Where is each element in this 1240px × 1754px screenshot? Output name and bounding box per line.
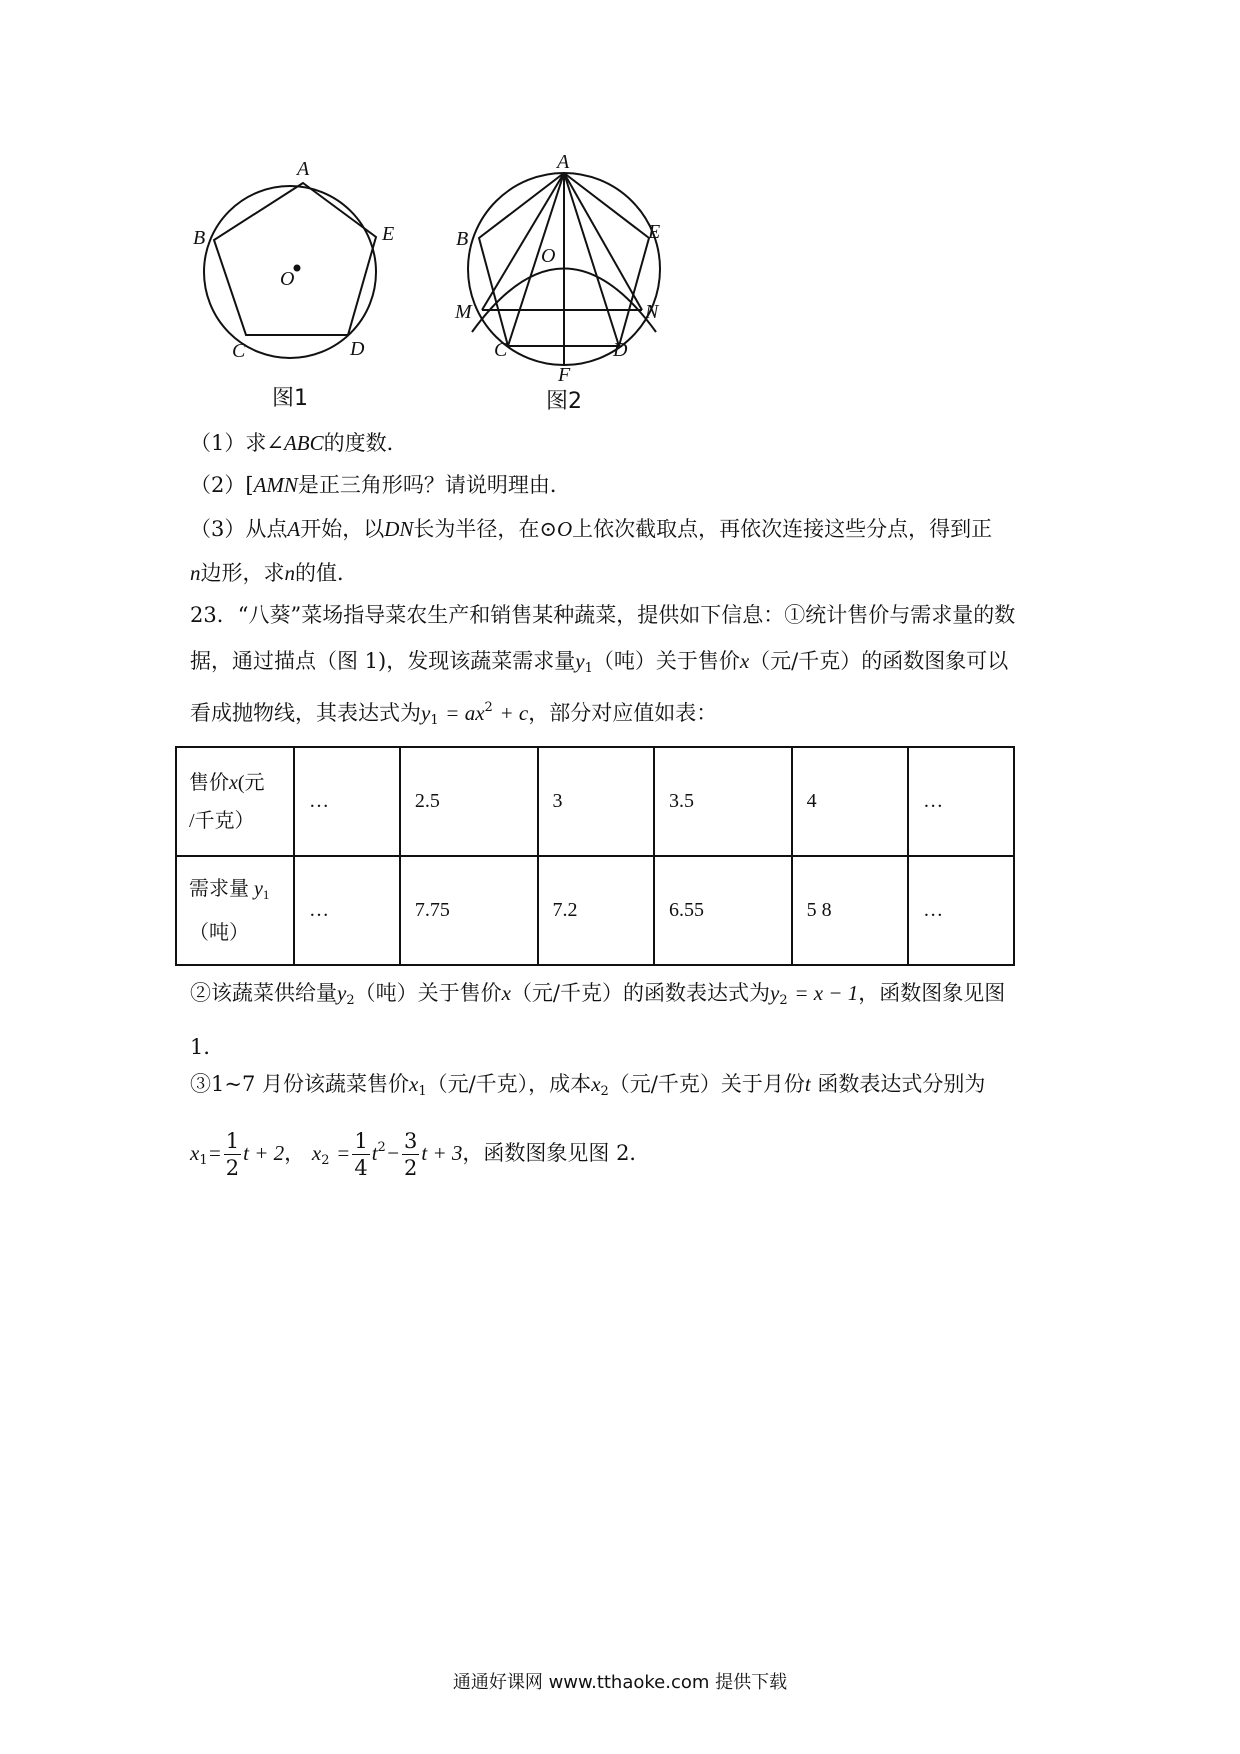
p23-y-sub: 1 (584, 661, 593, 676)
p23-formula-c: + c (499, 701, 529, 725)
table-cell: 3.5 (654, 747, 792, 856)
q3-text-2: 开始，以 (300, 517, 385, 541)
demand-y-sub: 1 (262, 886, 270, 902)
f1-eq: = (207, 1141, 222, 1165)
q2-prefix: （2）[ (190, 473, 254, 497)
figure-2 (468, 173, 660, 365)
info2-formula-y: y (770, 981, 780, 1005)
fig2-label-m: M (455, 301, 472, 323)
q1-prefix: （1）求∠ (190, 431, 284, 455)
fig2-an (564, 173, 642, 310)
question-1 (190, 421, 1070, 465)
f2-frac2-den: 2 (404, 1156, 418, 1180)
info2-y: y (337, 981, 347, 1005)
p23-x: x (739, 649, 750, 673)
q3-math-n1: n (190, 561, 201, 585)
p23-formula-sup: 2 (484, 700, 493, 715)
p23-line-2a: 据，通过描点（图 1)，发现该蔬菜需求量 (190, 649, 576, 673)
info2-formula-sub: 2 (779, 993, 788, 1008)
fig2-label-e: E (648, 221, 661, 243)
fig2-label-a: A (557, 151, 570, 173)
info-3 (190, 1062, 1070, 1114)
q3-math-n2: n (284, 561, 295, 585)
p23-line-2c: （元/千克）的函数图象可以 (749, 649, 1009, 673)
fig1-pentagon (214, 183, 376, 335)
price-x: x (229, 771, 238, 794)
info2-text-3: （元/千克）的函数表达式为 (510, 981, 771, 1005)
q2-math: AMN (253, 473, 298, 497)
info3-x1-sub: 1 (418, 1084, 427, 1099)
info3-x2: x (591, 1072, 601, 1096)
fig1-caption: 图1 (272, 386, 308, 411)
f1-x-sub: 1 (199, 1153, 208, 1168)
table-cell: … (908, 747, 1014, 856)
table-row-head-price (176, 747, 294, 856)
table-cell: 5 8 (792, 856, 908, 965)
info2-text-4: ，函数图象见图 (858, 981, 1006, 1005)
q2-suffix: 是正三角形吗？请说明理由． (297, 473, 571, 497)
problem-23-intro (190, 592, 1070, 692)
f-separator: ， (284, 1141, 306, 1165)
fig2-label-o: O (541, 245, 556, 267)
f2-t: t (371, 1141, 378, 1165)
fig2-label-f: F (558, 364, 571, 386)
price-unit-a: (元 (237, 771, 265, 794)
info3-text-4: 函数表达式分别为 (810, 1072, 986, 1096)
p23-formula-y-sub: 1 (430, 713, 439, 728)
f2-frac1-num: 1 (354, 1129, 368, 1153)
geometry-figures (0, 0, 1240, 440)
price-unit-b: /千克） (189, 809, 255, 832)
demand-unit: （吨） (189, 921, 249, 944)
f2-frac2-num: 3 (404, 1129, 418, 1153)
fig1-center-dot (295, 266, 300, 271)
f2-rest: t + 3 (421, 1141, 463, 1165)
info3-t: t (804, 1072, 811, 1096)
q3-math-a: A (287, 517, 301, 541)
info3-text-3: （元/千克）关于月份 (608, 1072, 805, 1096)
fig2-ac (508, 173, 564, 346)
p23-line-3a: 看成抛物线，其表达式为 (190, 701, 421, 725)
table-row (176, 747, 1014, 856)
fig1-label-b: B (193, 227, 206, 249)
f2-eq: = (336, 1141, 351, 1165)
info3-x1: x (409, 1072, 419, 1096)
fig2-am (482, 173, 564, 310)
q3-text-3: 长为半径，在⊙ (413, 517, 557, 541)
q3-text-1: （3）从点 (190, 517, 288, 541)
f2-x: x (311, 1141, 322, 1165)
fig1-label-c: C (232, 340, 246, 362)
question-3 (190, 507, 1070, 595)
p23-line-2b: （吨）关于售价 (592, 649, 740, 673)
info2-x: x (501, 981, 511, 1005)
p23-y: y (575, 649, 585, 673)
info-3-formulas (190, 1118, 1070, 1191)
page-footer: 通通好课网 www.tthaoke.com 提供下载 (452, 1672, 788, 1693)
p23-formula-ax: = ax (445, 701, 485, 725)
fig2-label-d: D (613, 339, 628, 361)
fig2-ad (564, 173, 619, 346)
table-cell: 2.5 (400, 747, 538, 856)
table-row (176, 856, 1014, 965)
fig2-caption: 图2 (546, 389, 582, 414)
table-cell: 4 (792, 747, 908, 856)
fig2-label-n: N (645, 301, 659, 323)
fig2-label-c: C (494, 339, 508, 361)
demand-y: y (254, 877, 263, 900)
table-cell: … (908, 856, 1014, 965)
fig1-label-o: O (280, 268, 295, 290)
info2-text-2: （吨）关于售价 (354, 981, 502, 1005)
f2-minus: − (385, 1141, 400, 1165)
f1-x: x (190, 1141, 200, 1165)
f2-t-sup: 2 (377, 1140, 386, 1155)
p23-line-1: 23．“八葵”菜场指导菜农生产和销售某种蔬菜，提供如下信息：①统计售价与需求量的数 (190, 603, 1016, 627)
fig1-label-d: D (350, 338, 365, 360)
problem-23-formula-line (190, 686, 1070, 743)
q1-math: ABC (283, 431, 324, 455)
info2-text-1: ②该蔬菜供给量 (190, 981, 337, 1005)
q1-suffix: 的度数． (323, 431, 408, 455)
q3-text-6: 的值． (295, 561, 358, 585)
table-row-head-demand (176, 856, 294, 965)
f2-x-sub: 2 (321, 1153, 330, 1168)
price-label: 售价 (189, 771, 229, 794)
demand-label: 需求量 (189, 877, 249, 900)
values-table (175, 746, 1015, 966)
p23-formula-y: y (421, 701, 431, 725)
q3-math-dn: DN (384, 517, 414, 541)
table-cell: 7.2 (538, 856, 654, 965)
f2-frac1-den: 4 (354, 1156, 368, 1180)
q3-math-o: O (557, 517, 573, 541)
fig1-label-a: A (297, 158, 310, 180)
info-2 (190, 970, 1070, 1070)
f2-fraction-2 (402, 1128, 419, 1181)
f1-rest: t + 2 (243, 1141, 285, 1165)
f2-fraction-1 (352, 1128, 369, 1181)
table-cell: … (294, 856, 400, 965)
info3-x2-sub: 2 (600, 1084, 609, 1099)
info3-tail: ，函数图象见图 2． (462, 1141, 651, 1165)
fig2-label-b: B (456, 228, 469, 250)
f1-frac-den: 2 (225, 1156, 240, 1180)
p23-line-3b: ，部分对应值如表： (528, 701, 718, 725)
info3-text-2: （元/千克），成本 (426, 1072, 592, 1096)
table-cell: 6.55 (654, 856, 792, 965)
q3-text-4: 上依次截取点，再依次连接这些分点，得到正 (572, 517, 993, 541)
table-cell: … (294, 747, 400, 856)
q3-text-5: 边形，求 (200, 561, 285, 585)
question-2 (190, 463, 1070, 507)
table-cell: 3 (538, 747, 654, 856)
table-cell: 7.75 (400, 856, 538, 965)
info3-text-1: ③1~7 月份该蔬菜售价 (190, 1072, 409, 1096)
fig1-label-e: E (382, 223, 395, 245)
f1-fraction (224, 1128, 241, 1181)
info2-formula-rhs: = x − 1 (794, 981, 859, 1005)
info2-y-sub: 2 (346, 993, 355, 1008)
info2-text-5: 1． (190, 1035, 225, 1059)
f1-frac-num: 1 (225, 1129, 240, 1153)
